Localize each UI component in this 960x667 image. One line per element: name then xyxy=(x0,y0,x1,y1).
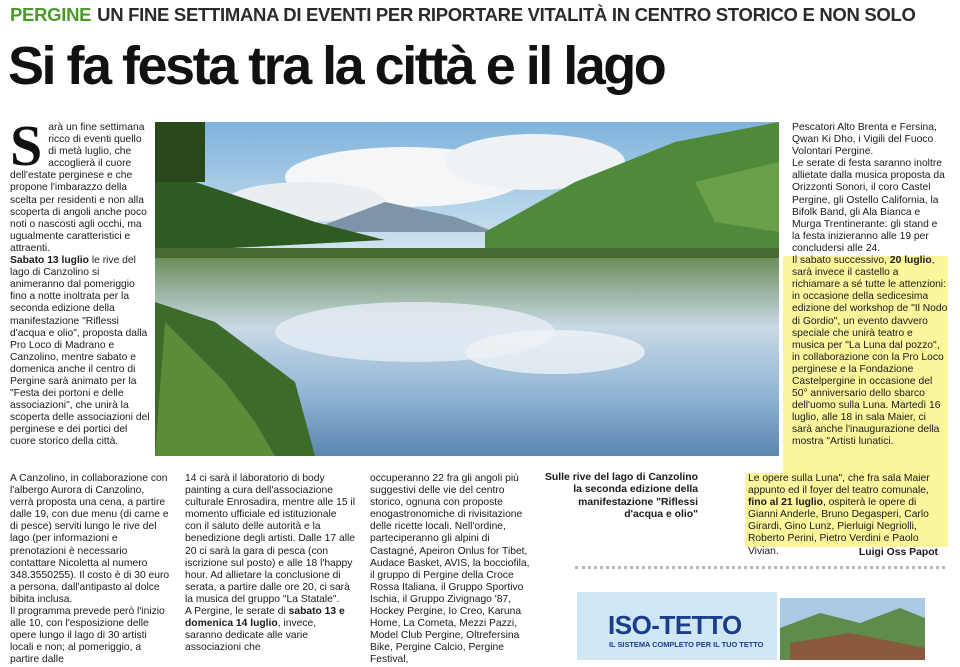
paragraph: 14 ci sarà il laboratorio di body painting a cura dell'associazione culturale Enrosadira, mentre alle 15 il momento ufficiale ed istituzionale con il saluto delle autorità e la benedizione degli artisti. Dalle 17 alle 20 ci sarà la gara di pesca (con iscrizione sul posto) e alle 18 l'happy hour. Ad allietare la conclusione di serata, a partire dalle ore 20, ci sarà la musica del gruppo "La Statale". xyxy=(185,473,356,605)
drop-cap: S xyxy=(10,113,43,178)
date-highlight: Sabato 13 luglio xyxy=(10,255,89,267)
headline: Si fa festa tra la città e il lago xyxy=(8,36,665,96)
byline: Luigi Oss Papot xyxy=(858,547,938,558)
dotted-divider xyxy=(575,566,945,569)
ad-tagline: IL SISTEMA COMPLETO PER IL TUO TETTO xyxy=(609,640,764,649)
article-column-2 xyxy=(185,473,355,654)
paragraph: Il programma prevede però l'inizio alle 10, con l'esposizione delle opere lungo il lago di 30 artisti locali e non; al pomeriggio, a partire dalle xyxy=(10,606,165,666)
paragraph: Le opere sulla Luna", che fra sala Maier appunto ed il foyer del teatro comunale, xyxy=(748,473,930,497)
paragraph: Pescatori Alto Brenta e Fersina, Qwan Ki Dho, i Vigili del Fuoco Volontari Pergine. xyxy=(792,122,937,158)
ad-logo: ISO-TETTO xyxy=(608,610,742,640)
article-column-4b xyxy=(748,473,946,558)
date-highlight: sabato 13 e domenica 14 luglio xyxy=(185,606,345,630)
paragraph: arà un fine settimana ricco di eventi quello di metà luglio, che accoglierà il cuore dell'estate perginese e che propone l'imbarazzo della scelta per residenti e non alla scoperta di angoli anche poco noti o nascosti agli occhi, ma ugualmente caratteristici e attraenti. xyxy=(10,122,147,254)
article-column-1 xyxy=(10,113,150,449)
ad-photo xyxy=(780,598,925,660)
date-highlight: 20 luglio xyxy=(889,255,932,267)
date-highlight: fino al 21 luglio xyxy=(748,497,823,509)
lake-landscape-image xyxy=(155,122,779,456)
paragraph: A Canzolino, in collaborazione con l'albergo Aurora di Canzolino, verrà proposta una cena, a partire dalle 19, con due menu (di carne e di pesce) serviti lungo le rive del lago (per informazioni e prenotazioni è necessario contattare Nicoletta al numero 348.3550255). Il costo è di 30 euro a persona, dall'antipasto al dolce bibita inclusa. xyxy=(10,473,170,605)
roof-landscape-image xyxy=(780,598,925,660)
article-column-1b xyxy=(10,473,170,667)
photo-caption: Sulle rive del lago di Canzolino la seconda edizione della manifestazione "Riflessi d'acqua e olio" xyxy=(545,472,698,521)
paragraph: , ospiterà le opere di Gianni Anderle, Bruno Degasperi, Carlo Girardi, Gino Lunz, Pierluigi Negriolli, Roberto Perini, Pietro Verdini e Paolo Vivian. xyxy=(748,497,929,557)
paragraph: A Pergine, le serate di xyxy=(185,606,289,618)
paragraph: Il sabato successivo, xyxy=(792,255,890,267)
paragraph: , sarà invece il castello a richiamare a sé tutte le attenzioni: in occasione della sedicesima edizione del workshop de "Il Nodo di Gordio", un evento davvero speciale che unirà teatro e musica per "La Luna dal pozzo", in collaborazione con la Pro Loco perginese e la Fondazione Castelpergine in occasione del 50° anniversario dello sbarco dell'uomo sulla Luna. Martedì 16 luglio, alle 18 in sala Maier, ci sarà anche l'inaugurazione della mostra "Artisti lunatici. xyxy=(792,255,948,448)
kicker xyxy=(10,4,950,28)
lake-photo xyxy=(155,122,779,456)
paragraph: occuperanno 22 fra gli angoli più suggestivi delle vie del centro storico, ognuna con proposte enogastronomiche di rivisitazione delle ricette locali. Nell'ordine, parteciperanno gli alpini di Castagné, Apeiron Onlus for Tibet, Audace Basket, AVIS, la bocciofila, il gruppo di Pergine della Croce Rossa Italiana, il Gruppo Sportivo Ischia, il Gruppo Zivignago '87, Hockey Pergine, Io Creo, Karuna Home, La Cometa, Mezzi Pazzi, Model Club Pergine, Oltrefersina Bike, Pergine Calcio, Pergine Festival, xyxy=(370,473,530,666)
paragraph: Le serate di festa saranno inoltre allietate dalla musica proposta da Orizzonti Sonori, il coro Castel Pergine, gli Ostello California, la Bifolk Band, gli Ala Bianca e Murga Trentinerante: gli stand e la festa inizieranno alle 19 per concludersi alle 24. xyxy=(792,158,945,254)
article-column-3 xyxy=(370,473,532,667)
paragraph: , invece, saranno dedicate alle varie associazioni che xyxy=(185,618,317,654)
paragraph: le rive del lago di Canzolino si animeranno dal pomeriggio fino a notte inoltrata per la seconda edizione della manifestazione "Riflessi d'acqua e olio", proposta dalla Pro Loco di Madrano e Canzolino, mentre sabato e domenica anche il centro di Pergine sarà animato per la "Festa dei portoni e delle associazioni", che unirà la scoperta delle associazioni del perginese e dei portici del cuore storico della città. xyxy=(10,255,150,448)
article-column-4 xyxy=(792,122,948,449)
kicker-text: UN FINE SETTIMANA DI EVENTI PER RIPORTARE VITALITÀ IN CENTRO STORICO E NON SOLO xyxy=(97,4,916,25)
kicker-place: PERGINE xyxy=(10,4,92,25)
